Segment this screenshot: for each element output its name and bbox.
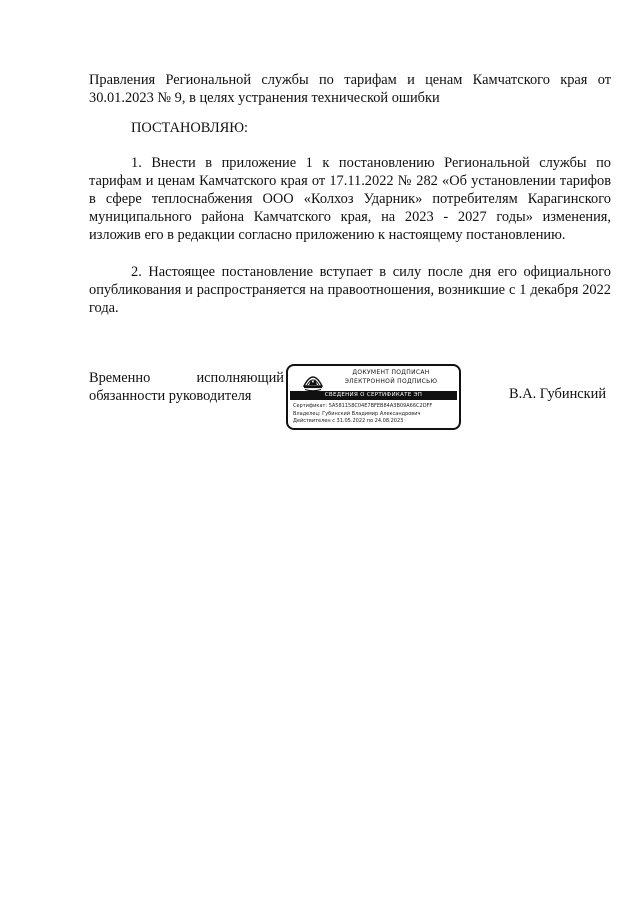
signatory-name: В.А. Губинский	[509, 386, 607, 402]
position-line-2: обязанности руководителя	[89, 388, 252, 404]
electronic-signature-stamp	[286, 364, 461, 430]
signatory-position	[89, 369, 284, 405]
stamp-validity: Действителен с 31.05.2022 по 24.08.2023	[293, 418, 404, 424]
position-word-2: исполняющий	[196, 370, 284, 386]
emblem-icon	[302, 370, 324, 392]
stamp-owner: Владелец: Губинский Владимир Александрович	[293, 410, 421, 417]
clause-1	[89, 154, 611, 244]
stamp-line-1: ДОКУМЕНТ ПОДПИСАН	[352, 369, 430, 376]
clause-1-text: 1. Внести в приложение 1 к постановлению Региональной службы по тарифам и ценам Камчатского края от 17.11.2022 № 282 «Об установлении тарифов в сфере теплоснабжения ООО «Колхоз Ударник» потребителям Карагинского муниципального района Камчатского края, на 2023 - 2027 годы» изменения, изложив его в редакции согласно приложению к настоящему постановлению.	[89, 155, 611, 243]
stamp-details	[293, 403, 432, 426]
position-word-1: Временно	[89, 370, 151, 386]
intro-line-1: Правления Региональной службы по тарифам и ценам Камчатского края от	[89, 72, 611, 88]
stamp-certificate: Сертификат: 5A581158C04E7BFEB84A3B09A66C2DFF	[293, 403, 433, 409]
stamp-line-2: ЭЛЕКТРОННОЙ ПОДПИСЬЮ	[344, 378, 438, 385]
stamp-certificate-bar: СВЕДЕНИЯ О СЕРТИФИКАТЕ ЭП	[290, 391, 457, 400]
intro-paragraph	[89, 71, 611, 107]
clause-2-text: 2. Настоящее постановление вступает в силу после дня его официального опубликования и распространяется на правоотношения, возникшие с 1 декабря 2022 года.	[89, 264, 611, 316]
resolution-heading: ПОСТАНОВЛЯЮ:	[131, 120, 249, 136]
intro-line-2: 30.01.2023 № 9, в целях устранения технической ошибки	[89, 90, 440, 106]
clause-2	[89, 263, 611, 317]
